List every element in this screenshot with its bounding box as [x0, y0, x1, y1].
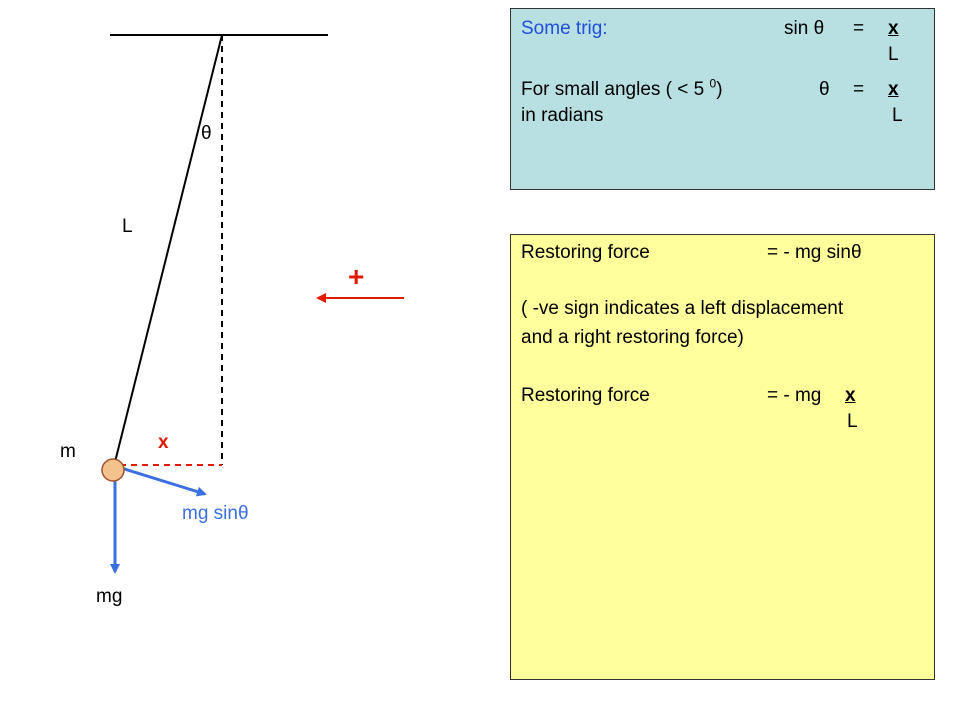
eq3-denominator: L	[847, 411, 858, 432]
restoring-force-eq-2: = - mg	[767, 385, 822, 406]
pendulum-bob	[102, 459, 124, 481]
eq1-equals: =	[853, 18, 865, 39]
eq2-equals: =	[853, 79, 865, 100]
restoring-force-label-2: Restoring force	[521, 385, 650, 406]
direction-sign: +	[348, 261, 365, 292]
component-force-arrow	[118, 467, 205, 494]
eq3-numerator: x	[845, 385, 856, 406]
pendulum-string	[115, 35, 222, 462]
sin-theta-term: sin θ	[784, 18, 825, 39]
sign-explanation-2: and a right restoring force)	[521, 327, 744, 348]
restoring-force-eq-1: = - mg sinθ	[767, 242, 862, 263]
sign-explanation-1: ( -ve sign indicates a left displacement	[521, 298, 844, 319]
theta-label: θ	[201, 123, 212, 144]
weight-label: mg	[96, 586, 123, 607]
eq2-denominator: L	[892, 105, 903, 126]
mass-label: m	[60, 441, 76, 462]
eq1-numerator: x	[888, 18, 899, 39]
eq2-numerator: x	[888, 79, 899, 100]
theta-term: θ	[819, 79, 830, 100]
length-label: L	[122, 216, 133, 237]
displacement-label: x	[158, 432, 169, 453]
radians-note: in radians	[521, 105, 604, 126]
eq1-denominator: L	[888, 44, 899, 65]
restoring-force-box	[510, 234, 935, 680]
trig-heading: Some trig:	[521, 18, 608, 39]
trig-note-box	[510, 8, 935, 190]
component-force-label: mg sinθ	[182, 503, 249, 524]
small-angle-note: For small angles ( < 5 $^0$)	[521, 76, 723, 100]
restoring-force-label-1: Restoring force	[521, 242, 650, 263]
